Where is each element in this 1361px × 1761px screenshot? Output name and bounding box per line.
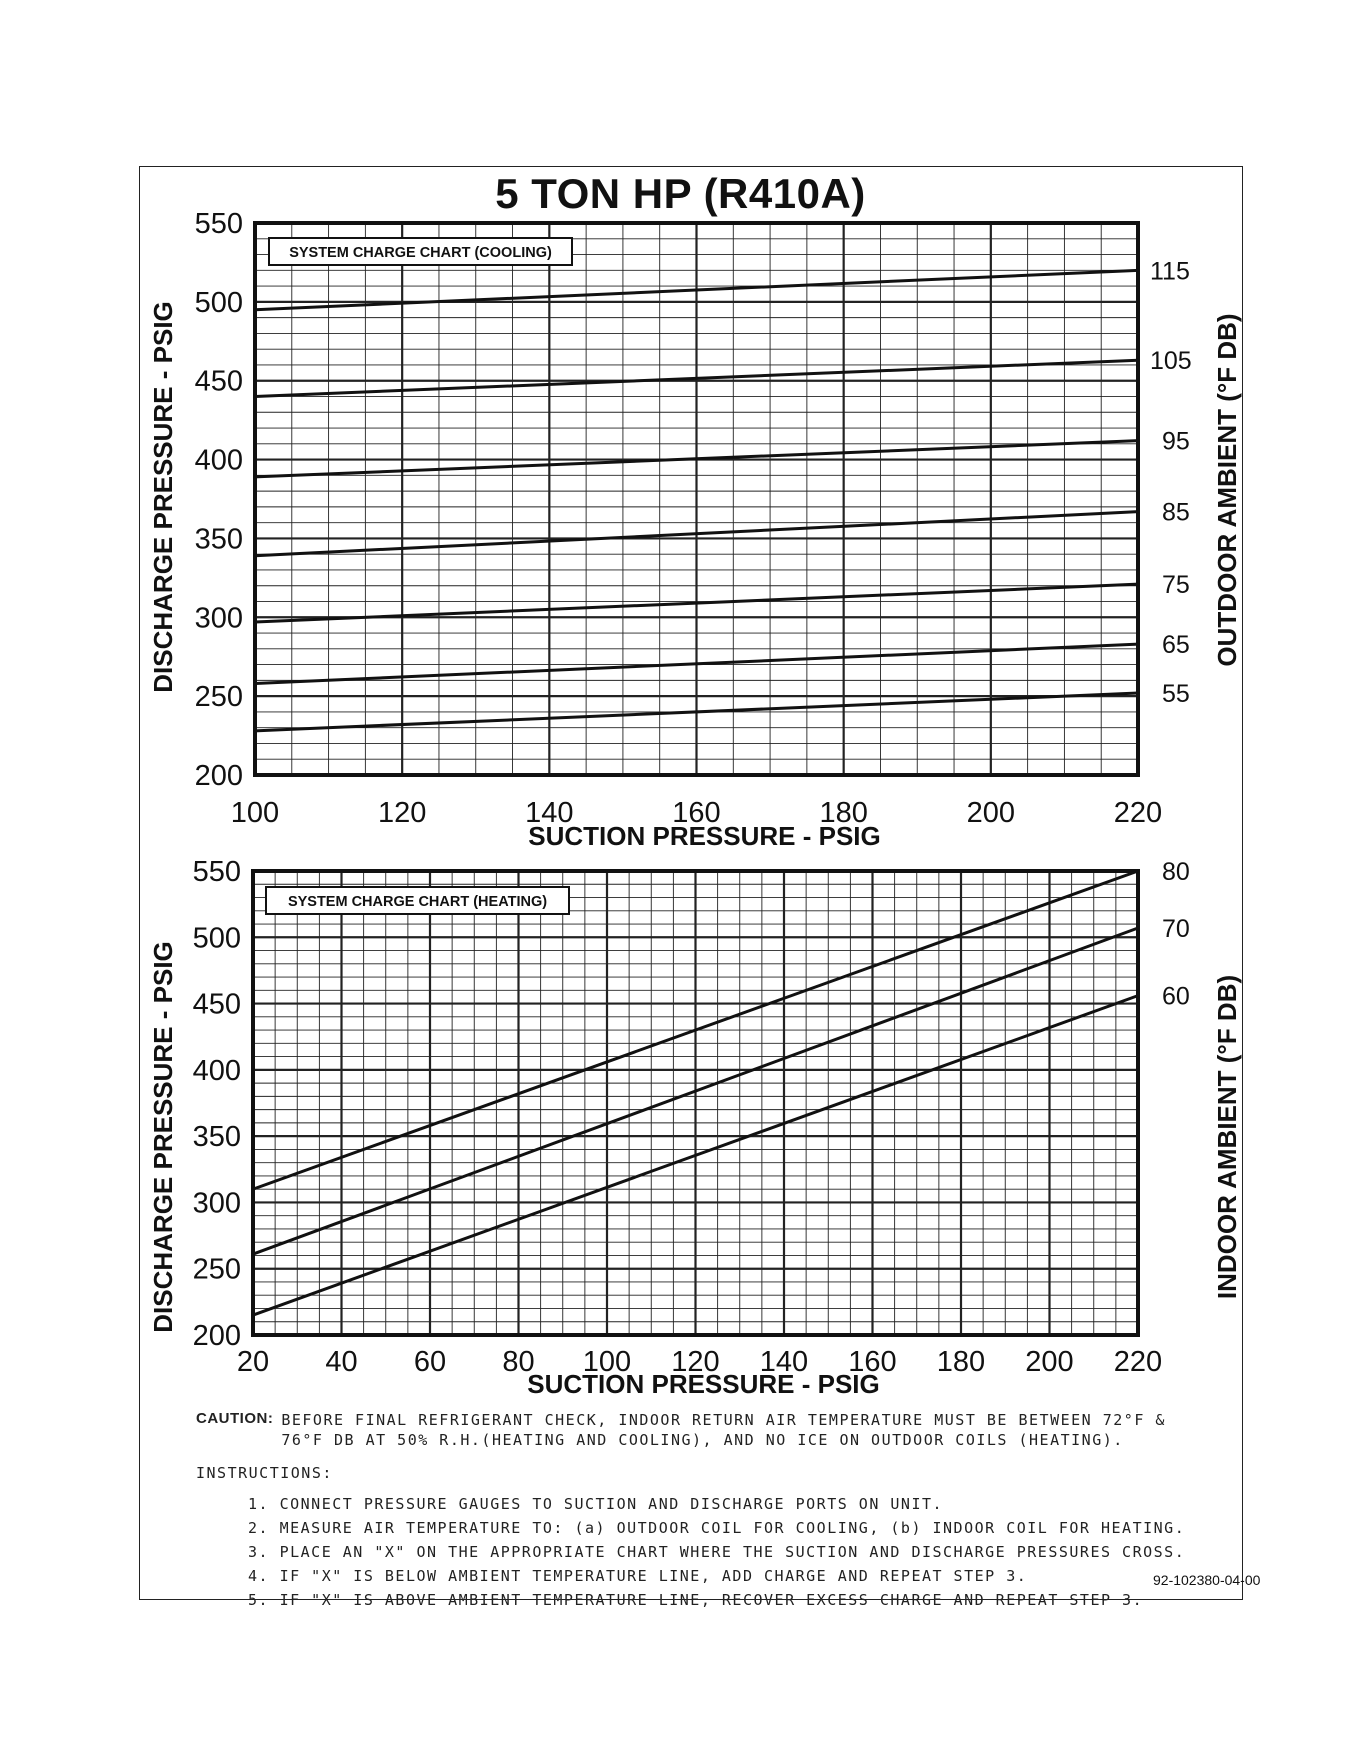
x-tick-label: 20: [236, 1346, 270, 1378]
y-tick-label: 200: [194, 760, 243, 792]
y-tick-label: 550: [194, 208, 243, 240]
y-tick-label: 500: [194, 286, 243, 319]
x-tick-label: 140: [759, 1346, 809, 1378]
y-axis-label: DISCHARGE PRESSURE - PSIG: [148, 941, 178, 1333]
instruction-item: 2. MEASURE AIR TEMPERATURE TO: (a) OUTDOOR COIL FOR COOLING, (b) INDOOR COIL FOR HEATING.: [248, 1519, 1186, 1537]
y-tick-label: 550: [192, 856, 241, 888]
y-tick-label: 500: [192, 922, 241, 955]
x-tick-label: 200: [1025, 1346, 1074, 1378]
series-label-105: 105: [1150, 347, 1192, 376]
instructions-list: [248, 1492, 1236, 1612]
y-tick-label: 300: [192, 1187, 241, 1220]
right-axis-label: OUTDOOR AMBIENT (°F DB): [1212, 313, 1242, 667]
y-tick-label: 450: [194, 365, 243, 398]
page-title: 5 TON HP (R410A): [495, 170, 866, 217]
y-tick-label: 450: [192, 988, 241, 1021]
series-label-75: 75: [1162, 571, 1190, 600]
y-tick-label: 250: [192, 1253, 241, 1286]
series-label-95: 95: [1162, 427, 1190, 456]
x-tick-label: 180: [936, 1346, 986, 1378]
x-axis-label: SUCTION PRESSURE - PSIG: [527, 1369, 880, 1399]
x-tick-label: 220: [1113, 797, 1163, 829]
document-number: 92-102380-04-00: [1153, 1572, 1261, 1588]
y-tick-label: 350: [192, 1121, 241, 1154]
caution-row: [196, 1410, 1236, 1450]
series-label-85: 85: [1162, 498, 1190, 527]
y-tick-label: 200: [192, 1320, 241, 1352]
series-label-80: 80: [1162, 858, 1190, 886]
x-tick-label: 100: [230, 797, 280, 829]
y-axis-label: DISCHARGE PRESSURE - PSIG: [148, 301, 178, 693]
grid: [255, 223, 1138, 775]
y-tick-label: 300: [194, 602, 243, 635]
y-tick-label: 400: [194, 444, 243, 477]
x-tick-label: 60: [413, 1346, 447, 1378]
chart-title: SYSTEM CHARGE CHART (HEATING): [287, 894, 548, 910]
x-tick-label: 180: [819, 797, 868, 829]
series-label-55: 55: [1162, 679, 1190, 708]
y-tick-label: 250: [194, 681, 243, 714]
heating-chart: [148, 856, 1242, 1399]
caution-text: BEFORE FINAL REFRIGERANT CHECK, INDOOR RETURN AIR TEMPERATURE MUST BE BETWEEN 72°F & 76°F DB AT 50% R.H.(HEATING AND COOLING), AND NO ICE ON OUTDOOR COILS (HEATING).: [281, 1411, 1166, 1449]
series-label-60: 60: [1162, 982, 1190, 1011]
x-tick-label: 160: [848, 1346, 897, 1378]
x-tick-label: 80: [502, 1346, 535, 1378]
instruction-item: 3. PLACE AN "X" ON THE APPROPRIATE CHART WHERE THE SUCTION AND DISCHARGE PRESSURES CROSS.: [248, 1543, 1186, 1561]
x-axis-label: SUCTION PRESSURE - PSIG: [528, 821, 881, 851]
right-axis-label: INDOOR AMBIENT (°F DB): [1212, 974, 1242, 1300]
notes-block: [196, 1410, 1236, 1612]
x-tick-label: 100: [582, 1346, 632, 1378]
x-tick-label: 120: [377, 797, 427, 829]
x-tick-label: 200: [966, 797, 1016, 829]
x-tick-label: 40: [325, 1346, 358, 1378]
series-label-65: 65: [1162, 631, 1190, 660]
series-label-115: 115: [1150, 257, 1190, 286]
caution-label: CAUTION:: [196, 1410, 274, 1427]
x-tick-label: 220: [1113, 1346, 1163, 1378]
series-label-70: 70: [1162, 915, 1190, 944]
x-tick-label: 160: [672, 797, 721, 829]
instructions-heading: INSTRUCTIONS:: [196, 1464, 333, 1482]
y-tick-label: 350: [194, 523, 243, 556]
x-tick-label: 140: [525, 797, 574, 829]
instruction-item: 5. IF "X" IS ABOVE AMBIENT TEMPERATURE LINE, RECOVER EXCESS CHARGE AND REPEAT STEP 3.: [248, 1591, 1144, 1609]
y-tick-label: 400: [192, 1054, 241, 1087]
instruction-item: 1. CONNECT PRESSURE GAUGES TO SUCTION AND DISCHARGE PORTS ON UNIT.: [248, 1495, 944, 1513]
cooling-chart: [148, 208, 1242, 851]
chart-title: SYSTEM CHARGE CHART (COOLING): [289, 245, 552, 261]
x-tick-label: 120: [671, 1346, 720, 1378]
instruction-item: 4. IF "X" IS BELOW AMBIENT TEMPERATURE LINE, ADD CHARGE AND REPEAT STEP 3.: [248, 1567, 1028, 1585]
grid: [253, 871, 1138, 1335]
